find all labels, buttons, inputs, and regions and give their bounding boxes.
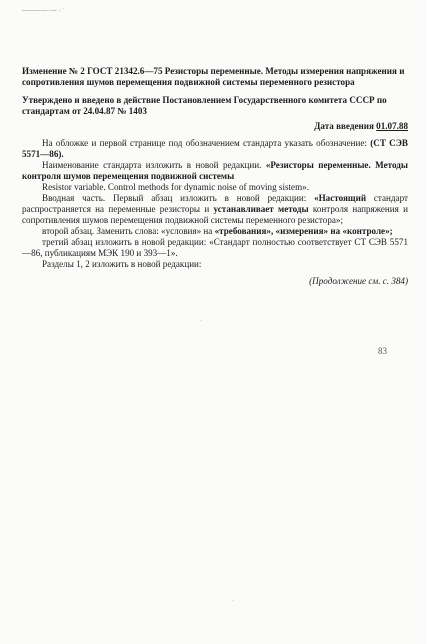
paragraph-english-title: Resistor variable. Control methods for dynamic noise of moving sistem». xyxy=(42,182,309,192)
document-page xyxy=(22,6,408,286)
paragraph-third: третий абзац изложить в новой редакции: «Стандарт полностью соответствует СТ СЭВ 5571—86, публикациям МЭК 190 и 393—1». xyxy=(22,237,408,258)
paragraph-intro-bold-2: устанавливает методы xyxy=(213,204,309,214)
paragraph-intro-text-2: стандарт распространяется на переменные резисторы и xyxy=(22,193,408,214)
effective-date-label: Дата введения xyxy=(314,121,374,131)
paragraph-intro-bold-1: «Настоящий xyxy=(314,193,367,203)
corner-mark: ————·— · xyxy=(22,8,62,14)
approval-statement: Утверждено и введено в действие Постановлением Государственного комитета СССР по стандартам от 24.04.87 № 1403 xyxy=(22,95,387,116)
effective-date xyxy=(22,121,408,132)
paragraph-cover-bold: (СТ СЭВ 5571—86). xyxy=(22,138,408,159)
effective-date-value: 01.07.88 xyxy=(376,121,408,131)
corner-header xyxy=(22,6,408,20)
body-text xyxy=(22,138,408,270)
paragraph-intro-text-3: контроля напряжения и сопротивления шумов перемещения подвижной системы переменного резистора»; xyxy=(22,204,408,225)
paragraph-second-text: второй абзац. Заменить слова: «условия» на xyxy=(42,226,215,236)
paragraph-title-text: Наименование стандарта изложить в новой редакции. xyxy=(42,160,266,170)
page-number: 83 xyxy=(378,346,387,356)
paragraph-intro-text: Вводная часть. Первый абзац изложить в новой редакции: xyxy=(42,193,315,203)
continuation-note: (Продолжение см. с. 384) xyxy=(309,276,408,286)
paragraph-second-bold: «требования», «измерения» на «контроле»; xyxy=(214,226,393,236)
paragraph-title xyxy=(22,160,408,182)
paragraph-cover xyxy=(22,138,408,160)
speck-mark: · xyxy=(200,318,202,324)
paragraph-cover-text: На обложке и первой странице под обозначением стандарта указать обозначение: xyxy=(42,138,371,148)
speck-mark-bottom: · xyxy=(232,598,234,604)
amendment-title: Изменение № 2 ГОСТ 21342.6—75 Резисторы переменные. Методы измерения напряжения и сопротивления шумов перемещения подвижной системы переменного резистора xyxy=(22,66,405,87)
paragraph-second xyxy=(22,226,408,237)
paragraph-title-bold: «Резисторы переменные. Методы контроля шумов перемещения подвижной системы xyxy=(22,160,409,181)
corner-dot: · xyxy=(62,6,64,12)
paragraph-sections: Разделы 1, 2 изложить в новой редакции: xyxy=(42,259,202,269)
paragraph-intro xyxy=(22,193,408,226)
